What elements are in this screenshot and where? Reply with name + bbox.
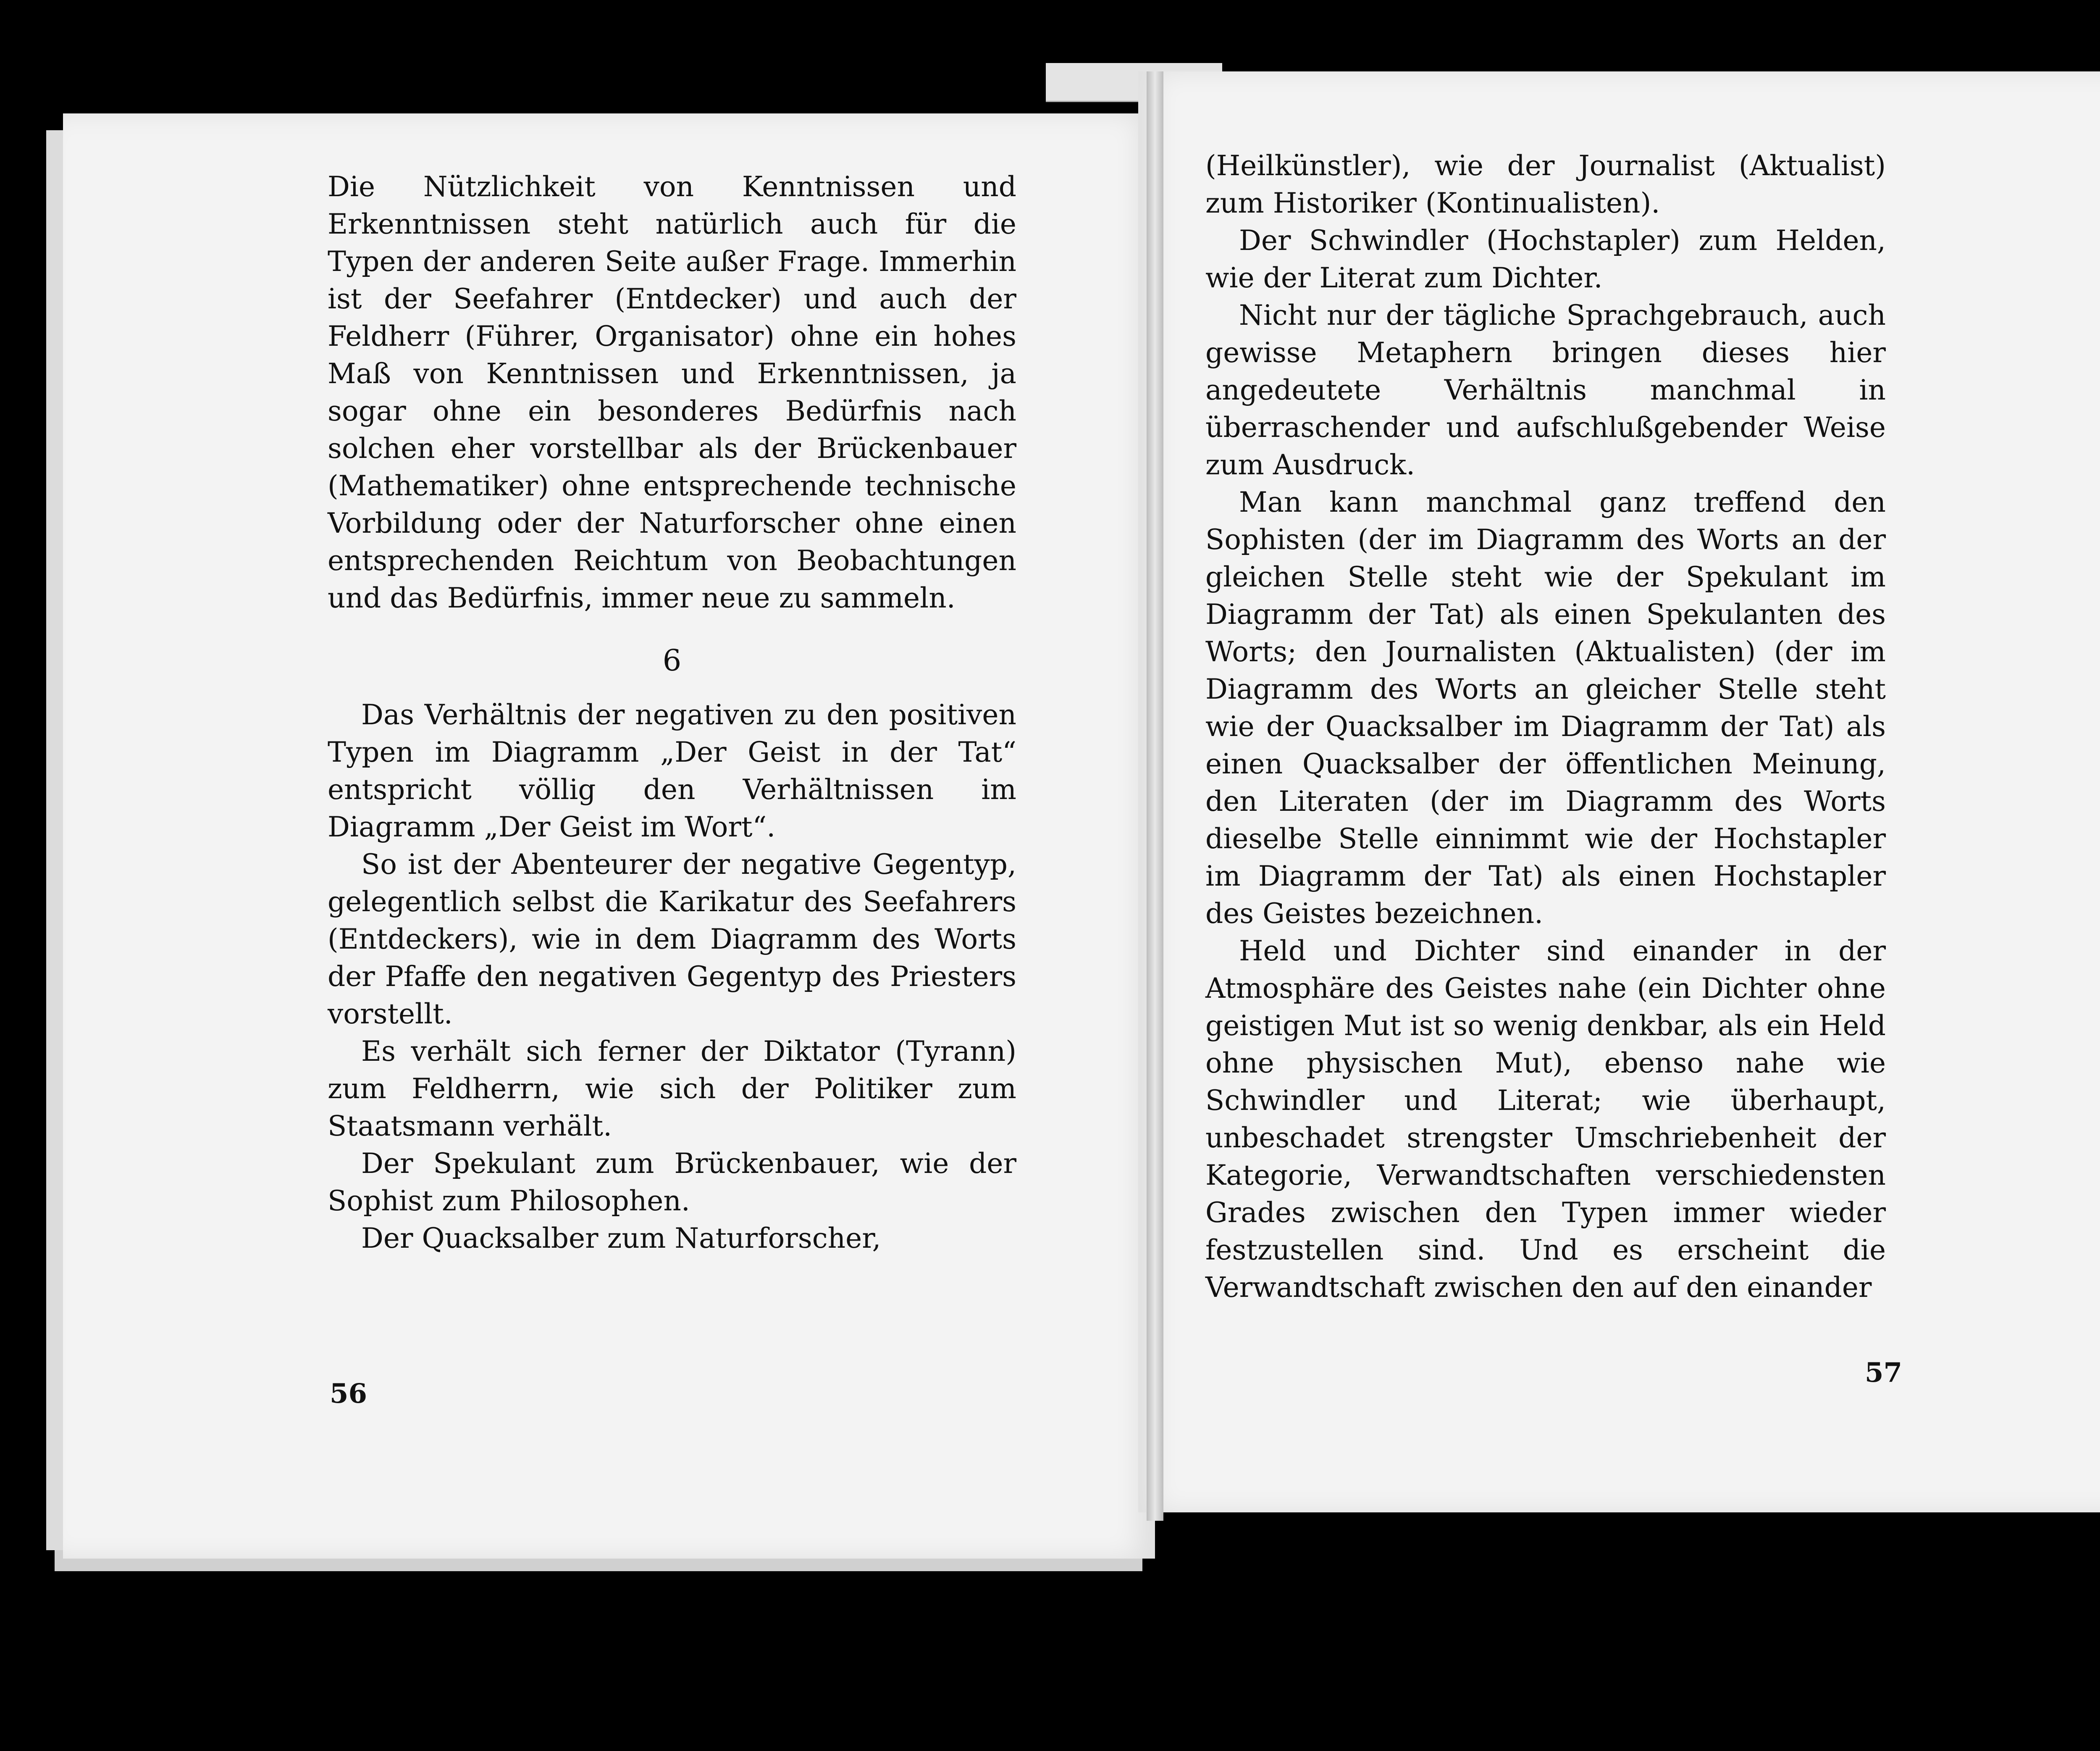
section-number: 6	[662, 643, 682, 678]
left-section-paragraph-5: Der Quacksalber zum Naturforscher,	[361, 1222, 881, 1254]
right-paragraph-5: Held und Dichter sind einander in der Atmosphäre des Geistes nahe (ein Dichter ohne geistigen Mut ist so wenig denkbar, als ein Held ohne physischen Mut), ebenso nahe wie Schwindler und Literat; wie überhaupt, unbeschadet strengster Umschriebenheit der Kategorie, Verwandtschaften verschiedensten Grades zwischen den Typen immer wieder festzustellen sind. Und es erscheint die Verwandtschaft zwischen den auf den einander	[1205, 935, 1886, 1304]
right-paragraph-4: Man kann manchmal ganz treffend den Sophisten (der im Diagramm des Worts an der gleichen Stelle steht wie der Spekulant im Diagramm der Tat) als einen Spekulanten des Worts; den Journalisten (Aktualisten) (der im Diagramm des Worts an gleicher Stelle steht wie der Quacksalber im Diagramm der Tat) als einen Quacksalber der öffentlichen Meinung, den Literaten (der im Diagramm des Worts dieselbe Stelle einnimmt wie der Hochstapler im Diagramm der Tat) als einen Hochstapler des Geistes bezeichnen.	[1205, 486, 1886, 930]
right-page-text	[1205, 147, 1886, 1306]
left-section-paragraph-4: Der Spekulant zum Brückenbauer, wie der Sophist zum Philosophen.	[328, 1147, 1016, 1217]
left-page-number: 56	[330, 1378, 368, 1409]
book-spine	[1147, 71, 1163, 1521]
right-paragraph-1: (Heilkünstler), wie der Journalist (Aktualist) zum Historiker (Kontinualisten).	[1205, 150, 1886, 219]
right-page-number: 57	[1865, 1357, 1903, 1388]
left-page-text	[328, 168, 1016, 1257]
left-section-paragraph-3: Es verhält sich ferner der Diktator (Tyrann) zum Feldherrn, wie sich der Politiker zum Staatsmann verhält.	[328, 1035, 1016, 1142]
left-section-paragraph-1: Das Verhältnis der negativen zu den positiven Typen im Diagramm „Der Geist in der Tat“ entspricht völlig den Verhältnissen im Diagramm „Der Geist im Wort“.	[328, 699, 1016, 843]
left-paragraph-1: Die Nützlichkeit von Kenntnissen und Erkenntnissen steht natürlich auch für die Typen der anderen Seite außer Frage. Immerhin ist der Seefahrer (Entdecker) und auch der Feldherr (Führer, Organisator) ohne ein hohes Maß von Kenntnissen und Erkenntnissen, ja sogar ohne ein besonderes Bedürfnis nach solchen eher vorstellbar als der Brückenbauer (Mathematiker) ohne entsprechende technische Vorbildung oder der Naturforscher ohne einen entsprechenden Reichtum von Beobachtungen und das Bedürfnis, immer neue zu sammeln.	[328, 171, 1016, 614]
right-paragraph-2: Der Schwindler (Hochstapler) zum Helden, wie der Literat zum Dichter.	[1205, 224, 1886, 294]
right-paragraph-3: Nicht nur der tägliche Sprachgebrauch, auch gewisse Metaphern bringen dieses hier angedeutete Verhältnis manchmal in überraschender und aufschlußgebender Weise zum Ausdruck.	[1205, 299, 1886, 481]
left-section-paragraph-2: So ist der Abenteurer der negative Gegentyp, gelegentlich selbst die Karikatur des Seefahrers (Entdeckers), wie in dem Diagramm des Worts der Pfaffe den negativen Gegentyp des Priesters vorstellt.	[328, 848, 1016, 1030]
